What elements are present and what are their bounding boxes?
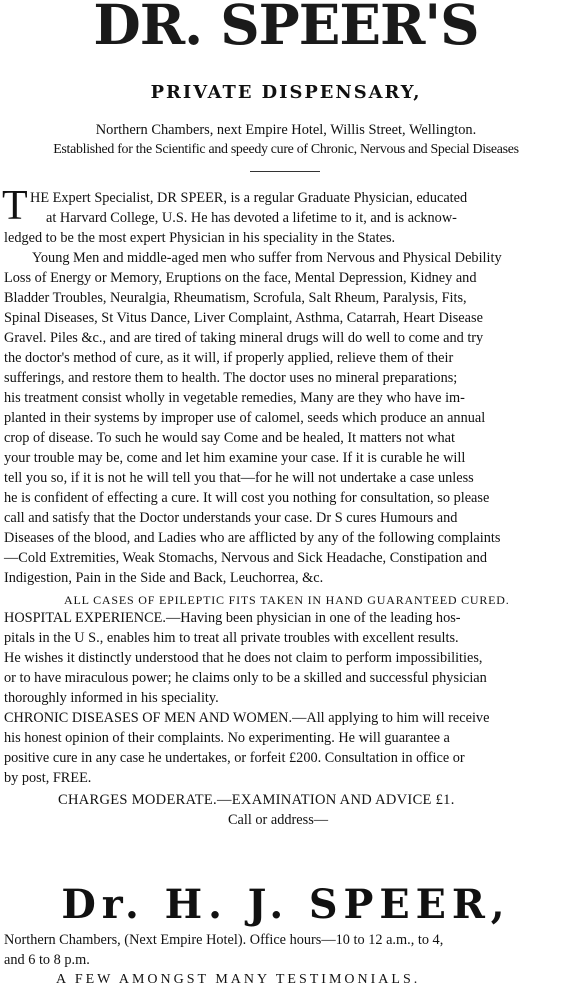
body-line: crop of disease. To such he would say Come and be healed, It matters not what (4, 430, 455, 446)
body-line: Indigestion, Pain in the Side and Back, Leuchorrea, &c. (4, 570, 324, 586)
signature: Dr. H. J. SPEER, (61, 881, 511, 928)
body-line: the doctor's method of cure, as it will, if properly applied, relieve them of their (4, 350, 454, 366)
footer-address: Northern Chambers, (Next Empire Hotel). Office hours—10 to 12 a.m., to 4, (4, 932, 444, 948)
body-line: Young Men and middle-aged men who suffer from Nervous and Physical Debility (32, 250, 502, 266)
address-line: Northern Chambers, next Empire Hotel, Willis Street, Wellington. (95, 122, 477, 138)
body-line: tell you so, if it is not he will tell you that—for he will not undertake a case unless (4, 470, 474, 486)
hospital-line: pitals in the U S., enables him to treat all private troubles with excellent results. (4, 630, 459, 646)
chronic-line: by post, FREE. (4, 770, 92, 786)
hospital-line: or to have miraculous power; he claims only to be a skilled and successful physician (4, 670, 487, 686)
section-rule (250, 171, 320, 172)
chronic-line: CHRONIC DISEASES OF MEN AND WOMEN.—All applying to him will receive (4, 710, 490, 726)
chronic-line: positive cure in any case he undertakes, or forfeit £200. Consultation in office or (4, 750, 465, 766)
body-line: Loss of Energy or Memory, Eruptions on the face, Mental Depression, Kidney and (4, 270, 477, 286)
epileptic-notice: ALL CASES OF EPILEPTIC FITS TAKEN IN HAND GUARANTEED CURED. (64, 593, 510, 607)
body-line: ledged to be the most expert Physician in his speciality in the States. (4, 230, 396, 246)
drop-cap: T (2, 183, 28, 229)
body-line: —Cold Extremities, Weak Stomachs, Nervous and Sick Headache, Constipation and (4, 550, 487, 566)
ad-title: DR. SPEER'S (93, 0, 479, 57)
body-line: Diseases of the blood, and Ladies who are afflicted by any of the following complaints (4, 530, 501, 546)
body-line: your trouble may be, come and let him examine your case. If it is curable he will (4, 450, 466, 466)
body-line: Gravel. Piles &c., and are tired of taking mineral drugs will do well to come and try (4, 330, 484, 346)
body-line: Bladder Troubles, Neuralgia, Rheumatism, Scrofula, Salt Rheum, Paralysis, Fits, (4, 290, 467, 306)
body-line: his treatment consist wholly in vegetable remedies, Many are they who have im- (4, 390, 465, 406)
hospital-line: He wishes it distinctly understood that he does not claim to perform impossibilities, (4, 650, 483, 666)
chronic-line: his honest opinion of their complaints. No experimenting. He will guarantee a (4, 730, 450, 746)
body-line: planted in their systems by improper use of calomel, seeds which produce an annual (4, 410, 486, 426)
ad-subtitle: PRIVATE DISPENSARY, (150, 82, 422, 103)
charges-line: CHARGES MODERATE.—EXAMINATION AND ADVICE £1. (58, 792, 455, 808)
body-line: HE Expert Specialist, DR SPEER, is a regular Graduate Physician, educated (30, 190, 468, 206)
hospital-line: thoroughly informed in his speciality. (4, 690, 219, 706)
call-line: Call or address— (228, 812, 329, 828)
body-line: call and satisfy that the Doctor understands your case. Dr S cures Humours and (4, 510, 458, 526)
hospital-line: HOSPITAL EXPERIENCE.—Having been physician in one of the leading hos- (4, 610, 461, 626)
body-line: sufferings, and restore them to health. The doctor uses no mineral preparations; (4, 370, 458, 386)
body-line: at Harvard College, U.S. He has devoted a lifetime to it, and is acknow- (46, 210, 457, 226)
footer-hours: and 6 to 8 p.m. (4, 952, 90, 968)
testimonials-heading: A FEW AMONGST MANY TESTIMONIALS. (56, 972, 421, 987)
body-line: Spinal Diseases, St Vitus Dance, Liver Complaint, Asthma, Catarrah, Heart Disease (4, 310, 483, 326)
body-line: he is confident of effecting a cure. It will cost you nothing for consultation, so please (4, 490, 490, 506)
established-line: Established for the Scientific and speedy cure of Chronic, Nervous and Special Diseases (53, 142, 519, 157)
